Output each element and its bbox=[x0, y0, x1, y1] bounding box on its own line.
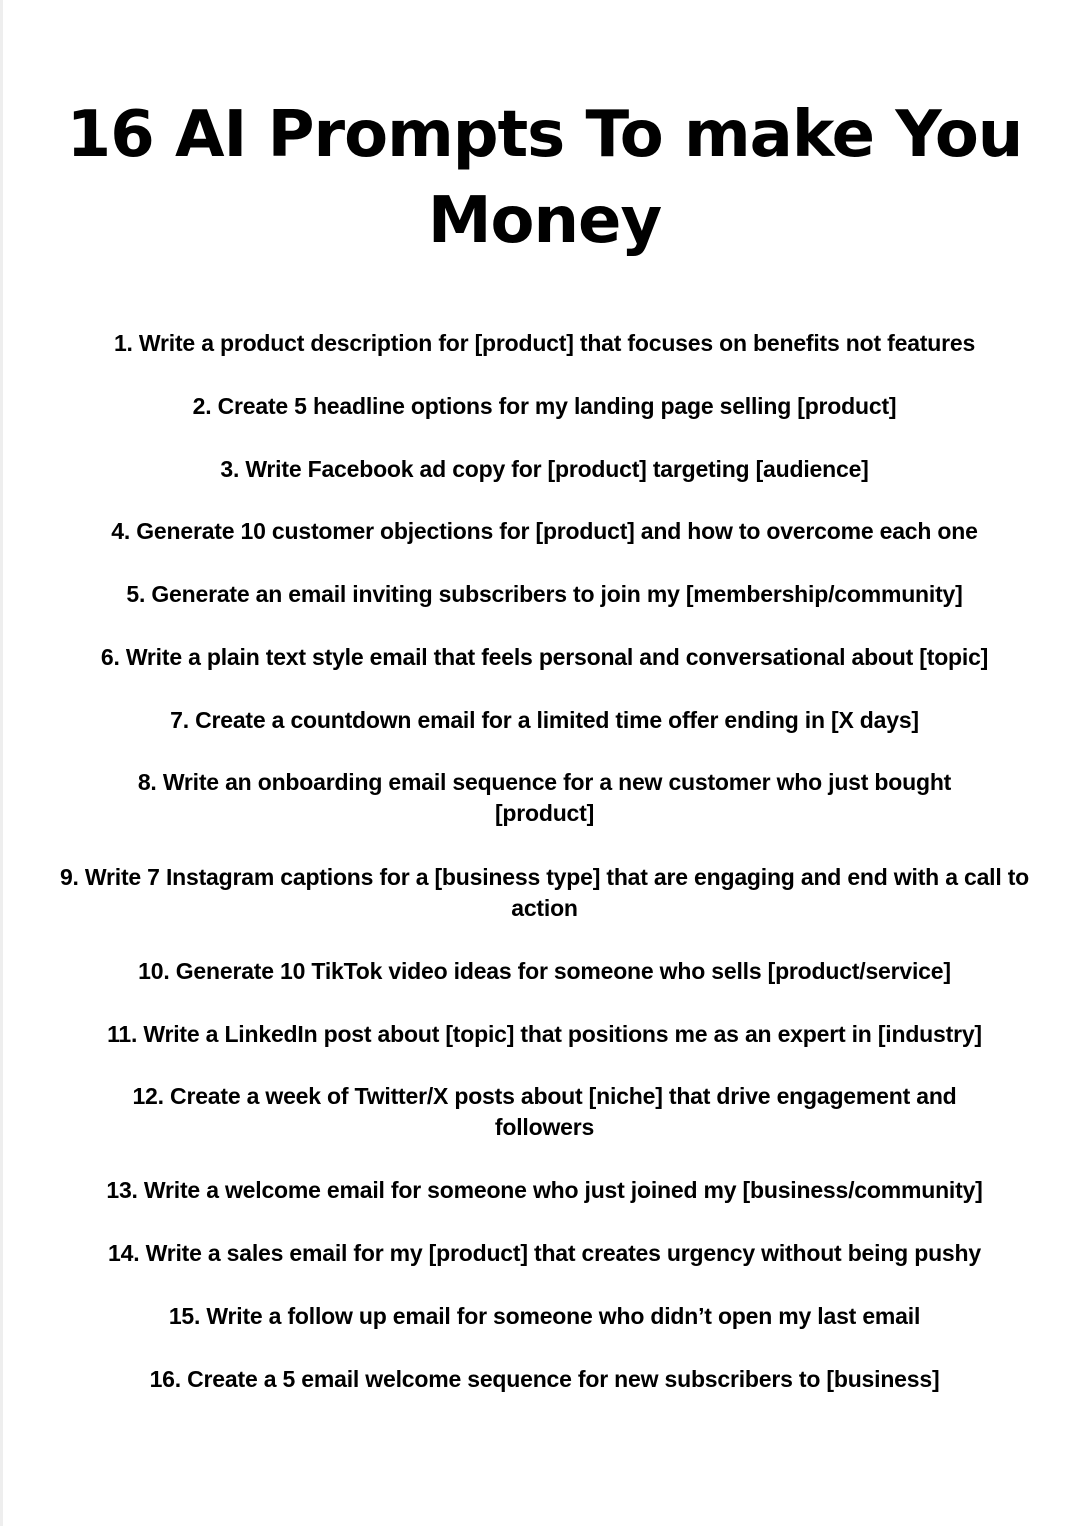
prompt-item-15: 15. Write a follow up email for someone who didn’t open my last email bbox=[168, 1303, 921, 1329]
page-title: 16 AI Prompts To make You Money bbox=[66, 98, 1023, 258]
prompt-item-14: 14. Write a sales email for my [product] that creates urgency without being pushy bbox=[108, 1240, 981, 1266]
prompt-item-12: 12. Create a week of Twitter/X posts about [niche] that drive engagement and followers bbox=[132, 1083, 957, 1140]
prompt-item-3: 3. Write Facebook ad copy for [product] targeting [audience] bbox=[220, 456, 869, 482]
prompt-item-1: 1. Write a product description for [product] that focuses on benefits not features bbox=[113, 330, 976, 356]
prompt-item-5: 5. Generate an email inviting subscribers to join my [membership/community] bbox=[126, 581, 963, 607]
prompt-item-6: 6. Write a plain text style email that feels personal and conversational about [topic] bbox=[100, 644, 989, 670]
prompt-item-9: 9. Write 7 Instagram captions for a [business type] that are engaging and end with a call to action bbox=[59, 864, 1030, 921]
prompt-item-4: 4. Generate 10 customer objections for [product] and how to overcome each one bbox=[111, 518, 978, 544]
page-edge bbox=[0, 0, 3, 1526]
prompt-item-11: 11. Write a LinkedIn post about [topic] that positions me as an expert in [industry] bbox=[107, 1021, 982, 1047]
prompt-item-10: 10. Generate 10 TikTok video ideas for someone who sells [product/service] bbox=[138, 958, 951, 984]
prompt-item-8: 8. Write an onboarding email sequence for a new customer who just bought [product] bbox=[137, 769, 952, 826]
prompt-item-7: 7. Create a countdown email for a limited time offer ending in [X days] bbox=[170, 707, 919, 733]
prompt-item-16: 16. Create a 5 email welcome sequence for new subscribers to [business] bbox=[149, 1366, 940, 1392]
prompt-item-2: 2. Create 5 headline options for my landing page selling [product] bbox=[192, 393, 897, 419]
prompt-item-13: 13. Write a welcome email for someone who just joined my [business/community] bbox=[106, 1177, 983, 1203]
